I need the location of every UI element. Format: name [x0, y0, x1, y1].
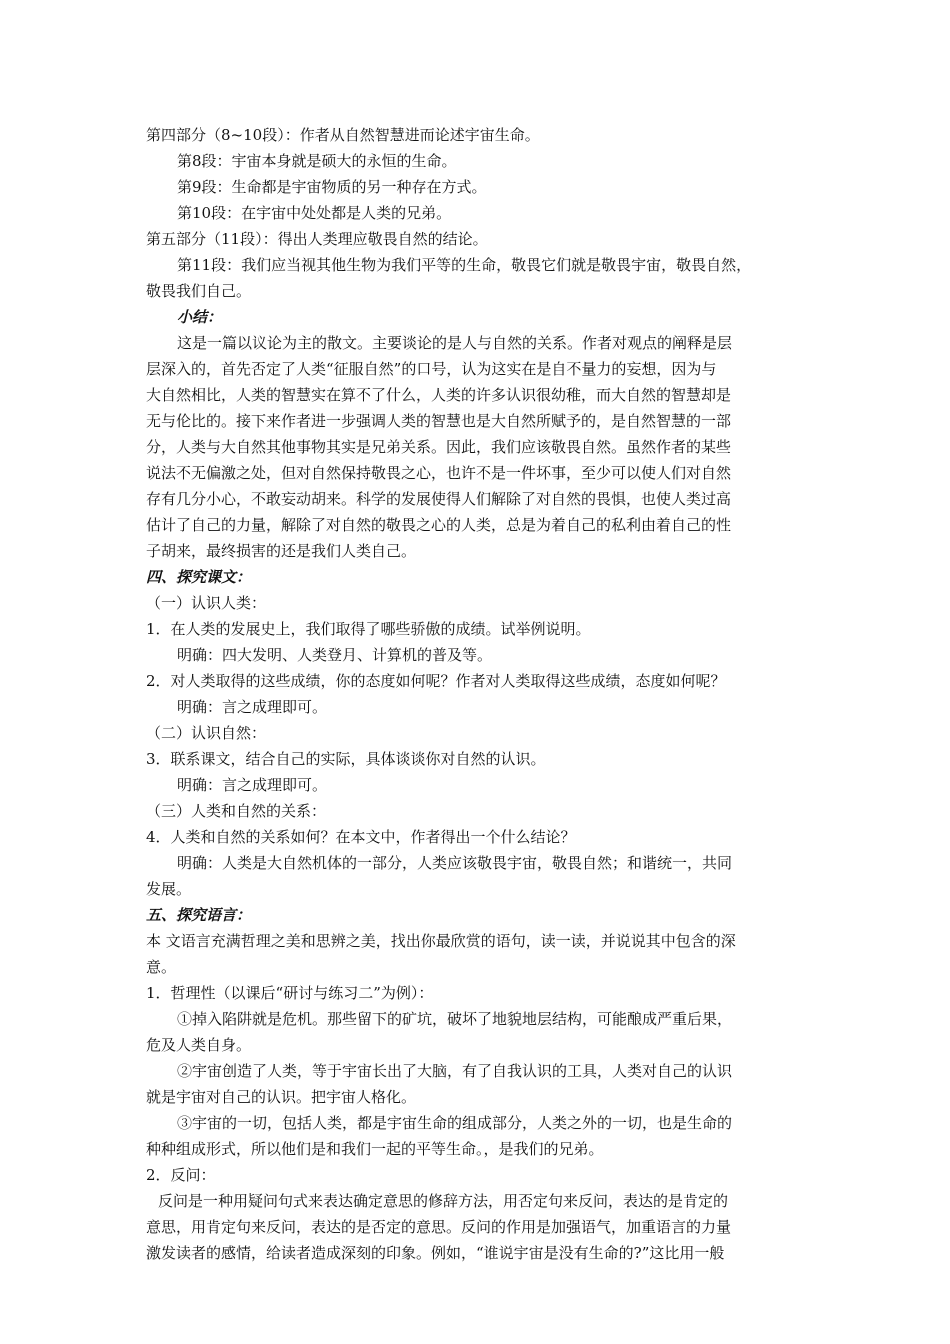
document-body [146, 122, 806, 1266]
text-line: 无与伦比的。接下来作者进一步强调人类的智慧也是大自然所赋予的，是自然智慧的一部 [146, 412, 732, 430]
text-line: 危及人类自身。 [146, 1036, 252, 1054]
text-line: 激发读者的感情，给读者造成深刻的印象。例如，“谁说宇宙是没有生命的?”这比用一般 [146, 1244, 725, 1262]
text-line: 2．对人类取得的这些成绩，你的态度如何呢？作者对人类取得这些成绩，态度如何呢？ [146, 672, 726, 690]
text-line: 3．联系课文，结合自己的实际，具体谈谈你对自然的认识。 [146, 750, 546, 768]
text-line: 大自然相比，人类的智慧实在算不了什么，人类的许多认识很幼稚，而大自然的智慧却是 [146, 386, 732, 404]
text-line: 第9段：生命都是宇宙物质的另一种存在方式。 [177, 178, 487, 196]
text-line: 发展。 [146, 880, 192, 898]
text-line: 这是一篇以议论为主的散文。主要谈论的是人与自然的关系。作者对观点的阐释是层 [177, 334, 733, 352]
text-line: 2．反问： [146, 1166, 216, 1184]
text-line: 就是宇宙对自己的认识。把宇宙人格化。 [146, 1088, 417, 1106]
text-line: 4．人类和自然的关系如何？在本文中，作者得出一个什么结论？ [146, 828, 576, 846]
text-line: 估计了自己的力量，解除了对自然的敬畏之心的人类，总是为着自己的私利由着自己的性 [146, 516, 732, 534]
text-line: 明确：言之成理即可。 [177, 776, 328, 794]
text-line: 第四部分（8~10段）：作者从自然智慧进而论述宇宙生命。 [146, 126, 540, 144]
text-line: 1．哲理性（以课后“研讨与练习二”为例）： [146, 984, 434, 1002]
text-line: 第五部分（11段）：得出人类理应敬畏自然的结论。 [146, 230, 488, 248]
section-heading: 四、探究课文： [146, 568, 252, 586]
text-line: 意思，用肯定句来反问，表达的是否定的意思。反问的作用是加强语气，加重语言的力量 [146, 1218, 732, 1236]
text-line: ①掉入陷阱就是危机。那些留下的矿坑，破坏了地貌地层结构，可能酿成严重后果， [177, 1010, 733, 1028]
text-line: 子胡来，最终损害的还是我们人类自己。 [146, 542, 417, 560]
text-line: 说法不无偏激之处，但对自然保持敬畏之心，也许不是一件坏事，至少可以使人们对自然 [146, 464, 732, 482]
text-line: 分，人类与大自然其他事物其实是兄弟关系。因此，我们应该敬畏自然。虽然作者的某些 [146, 438, 732, 456]
text-line: ②宇宙创造了人类，等于宇宙长出了大脑，有了自我认识的工具，人类对自己的认识 [177, 1062, 733, 1080]
text-line: 敬畏我们自己。 [146, 282, 252, 300]
text-line: 1．在人类的发展史上，我们取得了哪些骄傲的成绩。试举例说明。 [146, 620, 591, 638]
section-heading: 五、探究语言： [146, 906, 252, 924]
text-line: 明确：言之成理即可。 [177, 698, 328, 716]
text-line: 明确：人类是大自然机体的一部分，人类应该敬畏宇宙，敬畏自然；和谐统一，共同 [177, 854, 733, 872]
text-line: （一）认识人类： [146, 594, 267, 612]
text-line: 第11段：我们应当视其他生物为我们平等的生命，敬畏它们就是敬畏宇宙，敬畏自然， [177, 256, 752, 274]
section-heading: 小结： [177, 308, 223, 326]
text-line: （二）认识自然： [146, 724, 267, 742]
text-line: 反问是一种用疑问句式来表达确定意思的修辞方法，用否定句来反问，表达的是肯定的 [158, 1192, 729, 1210]
text-line: 明确：四大发明、人类登月、计算机的普及等。 [177, 646, 493, 664]
text-line: （三）人类和自然的关系： [146, 802, 327, 820]
text-line: 第10段：在宇宙中处处都是人类的兄弟。 [177, 204, 452, 222]
text-line: 意。 [146, 958, 177, 976]
text-line: 存有几分小心，不敢妄动胡来。科学的发展使得人们解除了对自然的畏惧，也使人类过高 [146, 490, 732, 508]
text-line: 本 文语言充满哲理之美和思辨之美，找出你最欣赏的语句，读一读，并说说其中包含的深 [146, 932, 736, 950]
text-line: ③宇宙的一切，包括人类，都是宇宙生命的组成部分，人类之外的一切，也是生命的 [177, 1114, 733, 1132]
text-line: 种种组成形式，所以他们是和我们一起的平等生命。，是我们的兄弟。 [146, 1140, 604, 1158]
text-line: 第8段：宇宙本身就是硕大的永恒的生命。 [177, 152, 457, 170]
text-line: 层深入的，首先否定了人类“征服自然”的口号，认为这实在是自不量力的妄想，因为与 [146, 360, 717, 378]
